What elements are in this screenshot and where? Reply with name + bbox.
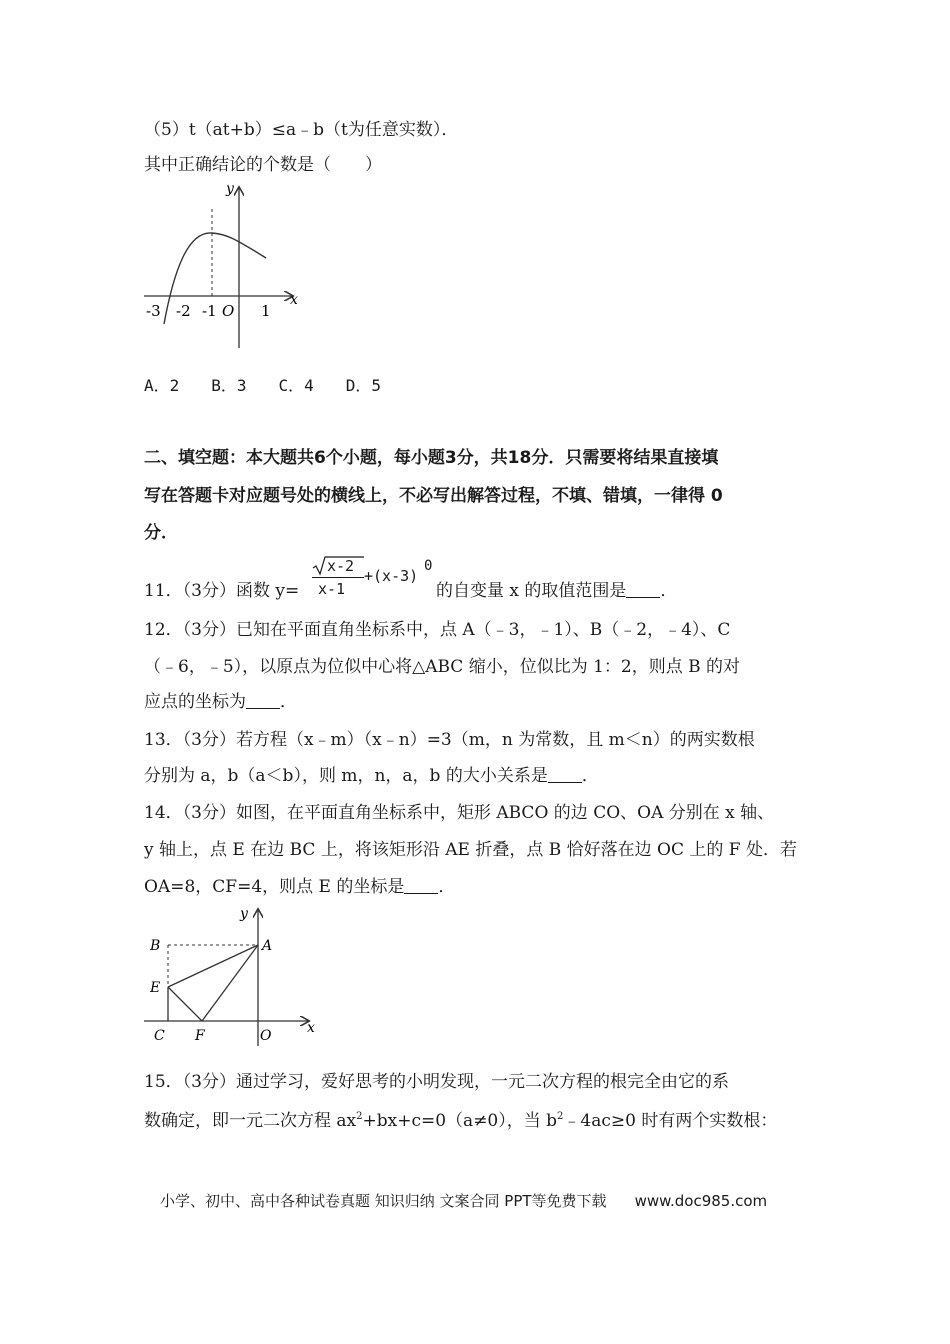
q10-prompt: 其中正确结论的个数是（ ） (144, 155, 382, 175)
q11-denominator: x-1 (318, 580, 346, 598)
section2-line1: 二、填空题：本大题共6个小题，每小题3分，共18分．只需要将结果直接填 (144, 448, 719, 468)
q15-sup2: 2 (557, 1111, 564, 1122)
point-label-c: C (154, 1028, 165, 1044)
fig-x-label: x (307, 1020, 315, 1036)
q14-line3-prefix: OA=8，CF=4，则点 E 的坐标是 (144, 877, 405, 897)
fraction-bar (312, 577, 364, 578)
section2-line2: 写在答题卡对应题号处的横线上，不必写出解答过程，不填、错填，一律得 0 (144, 486, 723, 506)
point-label-f: F (195, 1028, 205, 1044)
q14-rectangle-fold-figure (140, 900, 330, 1052)
q11-suffix: 的自变量 x 的取值范围是 (436, 581, 627, 601)
q11-plus-term: +(x-3) (364, 567, 419, 585)
q11-fraction (312, 554, 364, 602)
q14-line1: 14．（3分）如图，在平面直角坐标系中，矩形 ABCO 的边 CO、OA 分别在 x 轴、 (144, 803, 775, 823)
q15-line2-c: ﹣4ac≥0 时有两个实数根： (563, 1111, 778, 1131)
footer-text: 小学、初中、高中各种试卷真题 知识归纳 文案合同 PPT等免费下载 (160, 1192, 607, 1210)
q15-line2-b: +bx+c=0（a≠0），当 b (362, 1111, 558, 1131)
q11-tail (436, 579, 677, 603)
q13-answer-blank (548, 766, 582, 783)
q13-line1: 13．（3分）若方程（x﹣m）（x﹣n）=3（m，n 为常数，且 m＜n）的两实数根 (144, 730, 755, 750)
q12-answer-blank (246, 692, 280, 709)
q15-line2 (144, 1109, 777, 1133)
origin-label: O (222, 302, 235, 320)
q15-line2-a: 数确定，即一元二次方程 ax (144, 1111, 357, 1131)
q11-numerator: x-2 (327, 557, 355, 575)
segment-ae (168, 945, 258, 987)
q11-prefix: 11．（3分）函数 y= (144, 581, 300, 601)
q11-answer-blank (626, 581, 660, 598)
q11-exponent: 0 (424, 558, 433, 574)
q14-line2: y 轴上，点 E 在边 BC 上，将该矩形沿 AE 折叠，点 B 恰好落在边 OC 上的 F 处．若 (144, 840, 797, 860)
footer-url[interactable]: www.doc985.com (634, 1192, 768, 1210)
q15-sup1: 2 (356, 1111, 363, 1122)
graph-x-label: x (290, 292, 298, 308)
q10-parabola-graph (140, 178, 310, 350)
point-label-e: E (150, 980, 161, 996)
segment-fa (202, 945, 258, 1021)
point-label-o: O (260, 1028, 272, 1044)
tick-label-minus3: -3 (146, 302, 161, 320)
q12-line1: 12．（3分）已知在平面直角坐标系中，点 A（﹣3，﹣1）、B（﹣2，﹣4）、C (144, 620, 731, 640)
page-footer (160, 1190, 767, 1211)
point-label-a: A (262, 938, 273, 954)
point-label-b: B (150, 938, 161, 954)
q14-answer-blank (404, 877, 438, 894)
fig-y-label: y (240, 906, 248, 922)
q12-line3-end: ． (280, 692, 297, 712)
q11-end: ． (660, 581, 678, 601)
q12-line2: （﹣6，﹣5），以原点为位似中心将△ABC 缩小，位似比为 1：2，则点 B 的对 (144, 657, 741, 677)
tick-label-1: 1 (261, 302, 271, 320)
q12-line3-prefix: 应点的坐标为 (144, 692, 246, 712)
tick-label-minus1: -1 (202, 302, 217, 320)
q14-line3-end: ． (438, 877, 456, 897)
section2-line3: 分． (144, 523, 178, 543)
q10-options: A．2 B．3 C．4 D．5 (144, 376, 382, 395)
q14-line3 (144, 875, 455, 899)
q13-line2-end: ． (581, 766, 599, 786)
q15-line1: 15．（3分）通过学习，爱好思考的小明发现，一元二次方程的根完全由它的系 (144, 1072, 729, 1092)
q13-line2-prefix: 分别为 a，b（a＜b），则 m，n，a，b 的大小关系是 (144, 766, 548, 786)
q13-line2 (144, 764, 599, 788)
graph-y-label: y (226, 181, 234, 197)
q11-line (144, 579, 299, 603)
q10-item5: （5）t（at+b）≤a﹣b（t为任意实数）． (144, 120, 459, 140)
segment-ef (168, 987, 202, 1021)
q12-line3 (144, 690, 297, 714)
tick-label-minus2: -2 (176, 302, 191, 320)
